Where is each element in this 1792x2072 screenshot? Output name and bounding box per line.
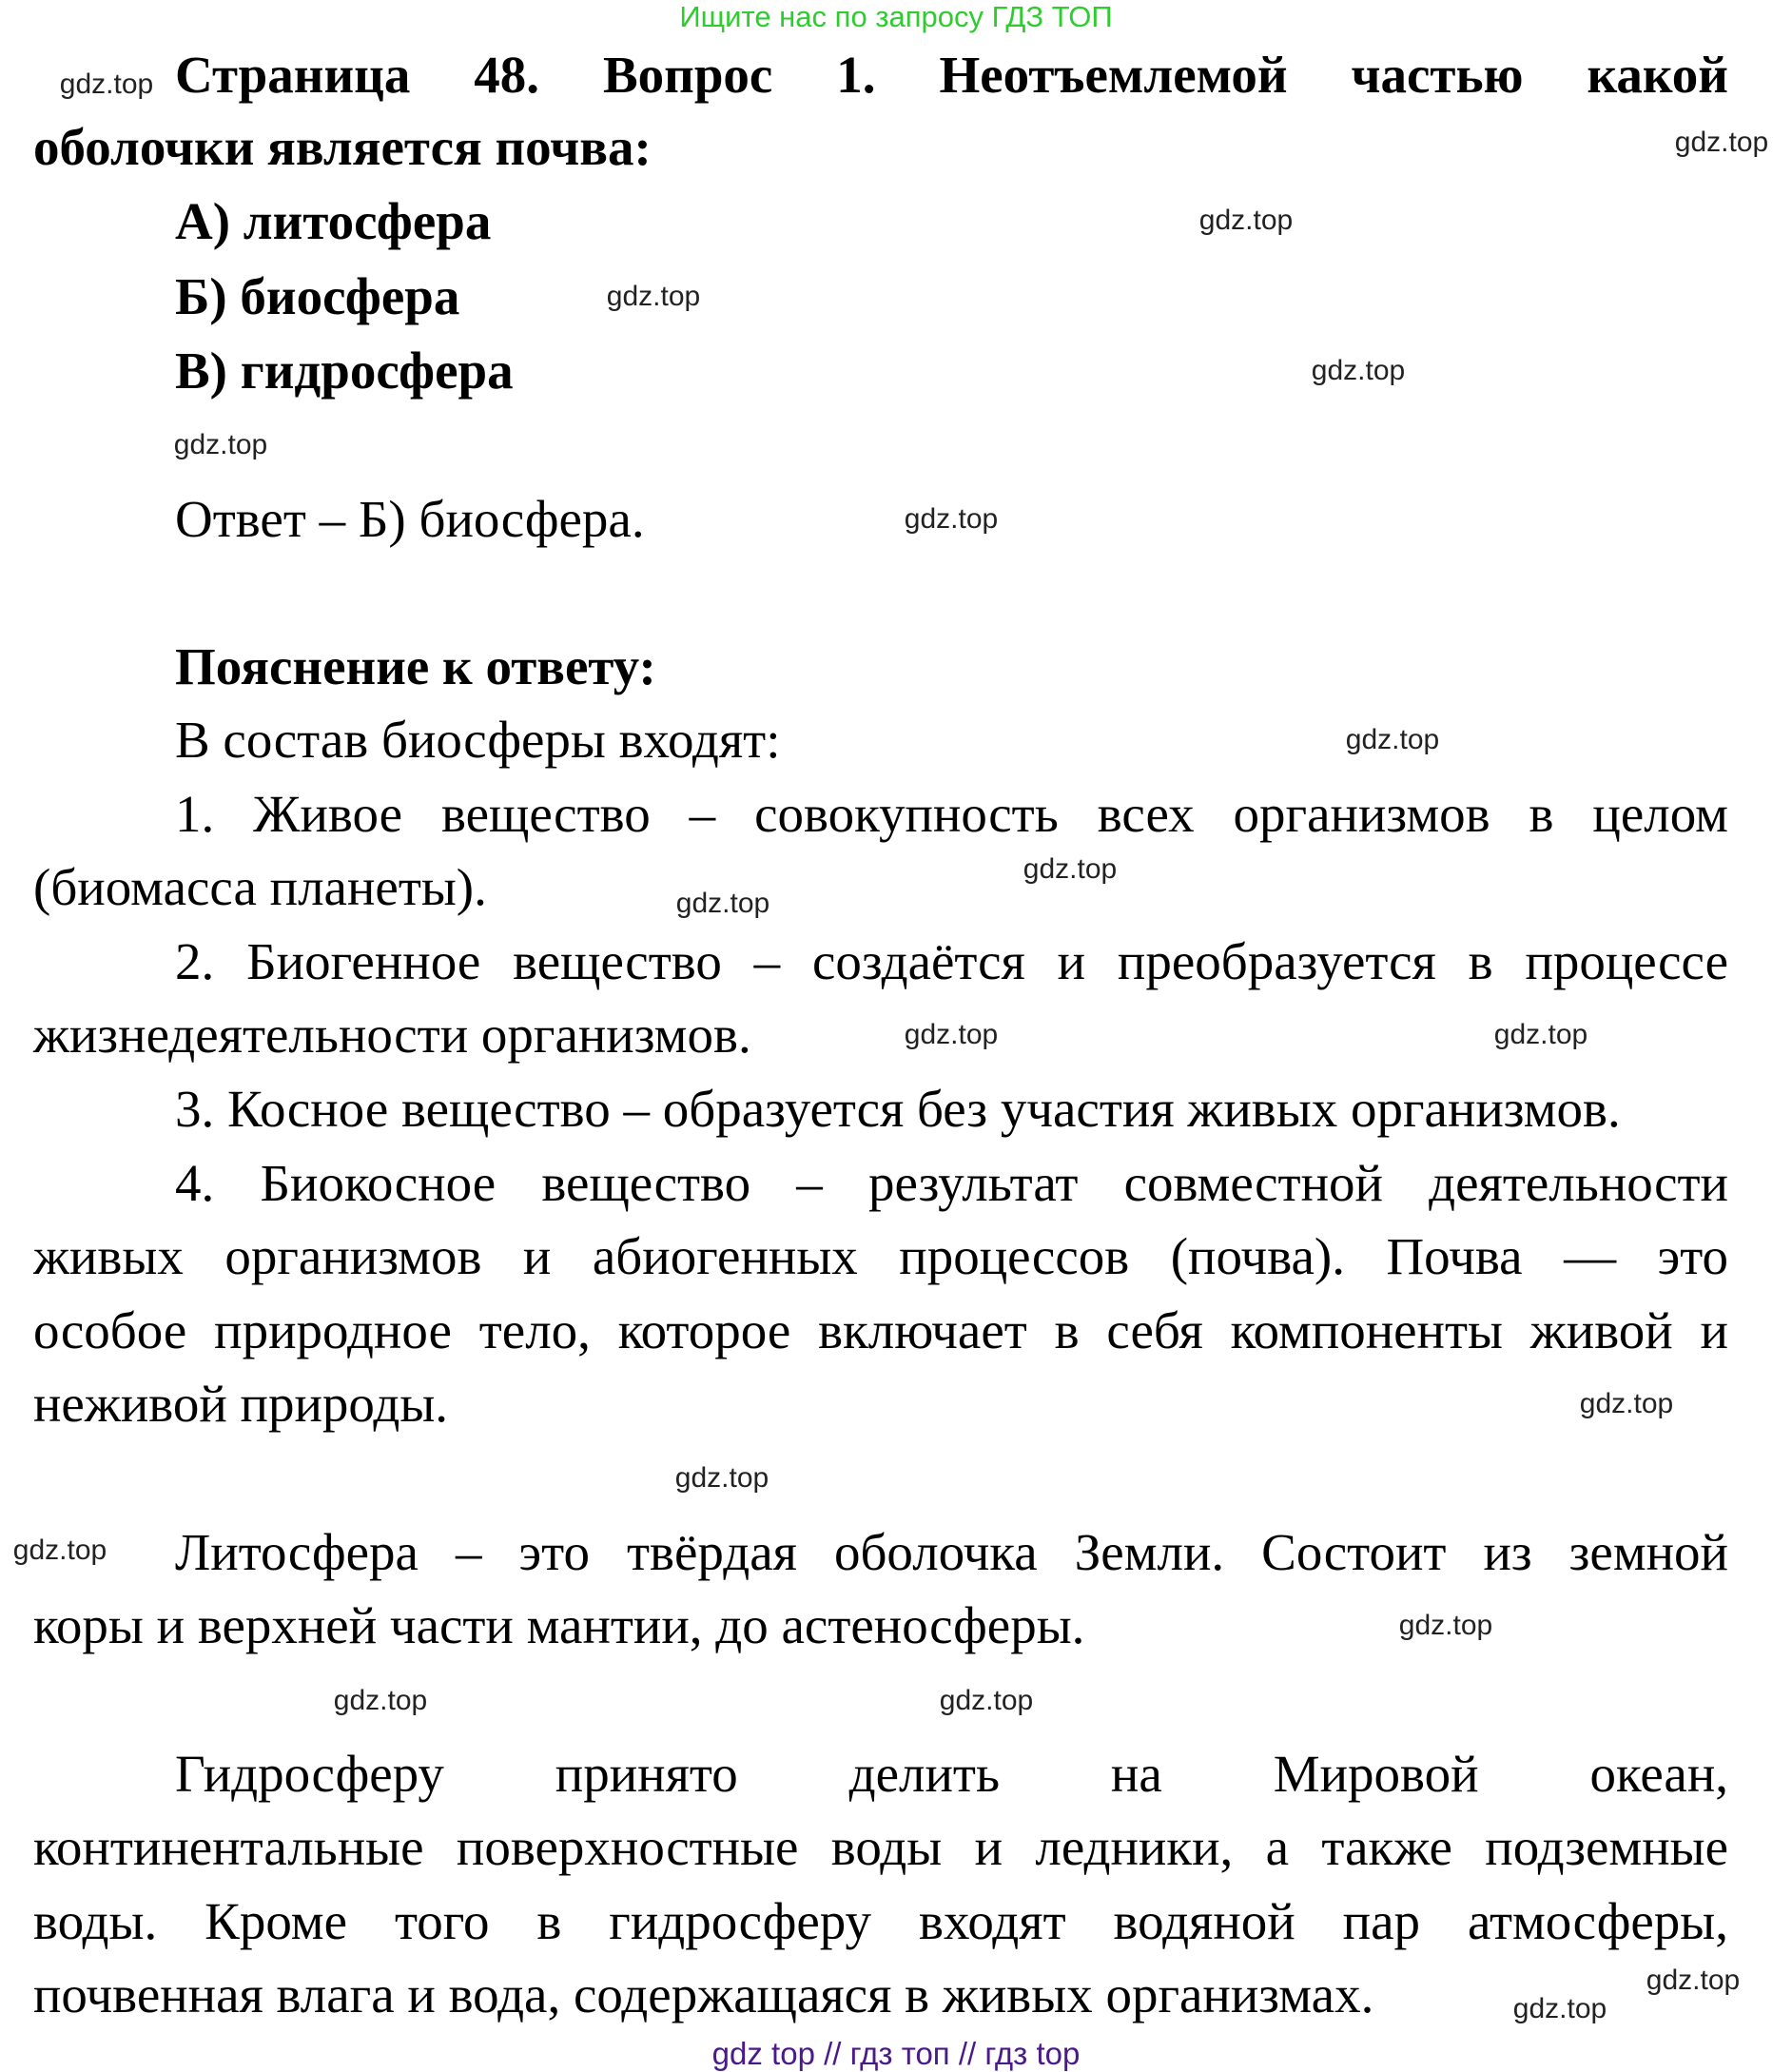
hydrosphere-paragraph: континентальные поверхностные воды и ледники, а также подземные [33, 1818, 1728, 1876]
watermark: gdz.top [674, 1462, 769, 1494]
hydrosphere-paragraph: воды. Кроме того в гидросферу входят водяной пар атмосферы, [33, 1892, 1728, 1950]
watermark: gdz.top [1493, 1019, 1588, 1050]
watermark: gdz.top [1023, 853, 1118, 885]
explanation-line: (биомасса планеты). [33, 858, 487, 916]
option-c: В) гидросфера [175, 342, 514, 400]
explanation-line: особое природное тело, которое включает в себя компоненты живой и [33, 1301, 1728, 1359]
watermark: gdz.top [1674, 127, 1769, 158]
watermark: gdz.top [675, 888, 770, 919]
watermark: gdz.top [904, 1019, 999, 1050]
answer: Ответ – Б) биосфера. [175, 490, 645, 548]
watermark: gdz.top [606, 281, 701, 312]
option-b: Б) биосфера [175, 267, 460, 325]
question-title-cont: оболочки является почва: [33, 118, 652, 176]
watermark: gdz.top [333, 1685, 428, 1716]
watermark: gdz.top [1345, 724, 1440, 755]
question-title: Страница 48. Вопрос 1. Неотъемлемой частью какой [175, 46, 1728, 104]
explanation-line: неживой природы. [33, 1375, 449, 1433]
watermark: gdz.top [173, 429, 268, 460]
lithosphere-paragraph: коры и верхней части мантии, до астеносферы. [33, 1596, 1085, 1654]
watermark: gdz.top [1198, 205, 1294, 236]
lithosphere-paragraph: Литосфера – это твёрдая оболочка Земли. Состоит из земной [175, 1523, 1728, 1581]
watermark: gdz.top [1512, 1993, 1607, 2024]
watermark: gdz.top [1646, 1964, 1741, 1996]
watermark: gdz.top [939, 1685, 1034, 1716]
option-a: А) литосфера [175, 192, 492, 250]
footer-links[interactable]: gdz top // гдз топ // гдз top [711, 2036, 1081, 2071]
watermark: gdz.top [59, 68, 154, 100]
watermark: gdz.top [12, 1534, 107, 1566]
explanation-line: живых организмов и абиогенных процессов (почва). Почва — это [33, 1227, 1728, 1285]
search-banner[interactable]: Ищите нас по запросу ГДЗ ТОП [679, 0, 1113, 33]
explanation-heading: Пояснение к ответу: [175, 637, 656, 695]
explanation-line: 4. Биокосное вещество – результат совместной деятельности [175, 1154, 1728, 1212]
explanation-line: 2. Биогенное вещество – создаётся и преобразуется в процессе [175, 932, 1728, 990]
explanation-line: жизнедеятельности организмов. [33, 1006, 751, 1064]
watermark: gdz.top [1579, 1388, 1674, 1419]
explanation-line: 3. Косное вещество – образуется без участия живых организмов. [175, 1080, 1621, 1138]
explanation-line: 1. Живое вещество – совокупность всех организмов в целом [175, 785, 1728, 843]
watermark: gdz.top [1398, 1610, 1493, 1641]
hydrosphere-paragraph: Гидросферу принято делить на Мировой океан, [175, 1745, 1728, 1803]
explanation-intro: В состав биосферы входят: [175, 711, 781, 769]
hydrosphere-paragraph: почвенная влага и вода, содержащаяся в живых организмах. [33, 1965, 1374, 2023]
watermark: gdz.top [904, 503, 999, 535]
watermark: gdz.top [1311, 355, 1406, 386]
